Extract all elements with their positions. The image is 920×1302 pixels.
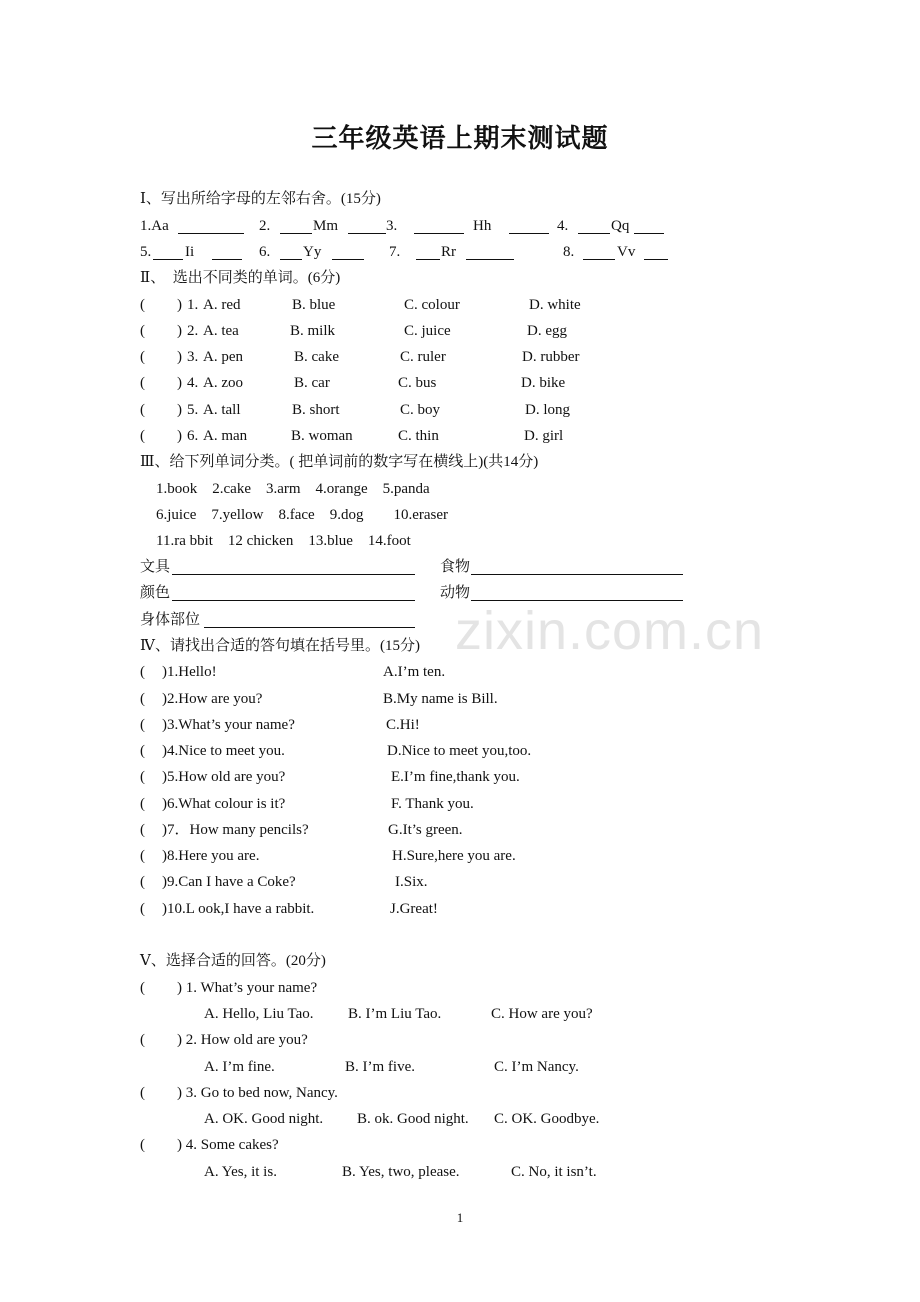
match-question: )7．How many pencils? <box>162 822 309 838</box>
option-a: A. tall <box>203 402 241 418</box>
answer-paren[interactable]: ( <box>140 743 145 759</box>
option-c: C. ruler <box>400 349 446 365</box>
match-question: )3.What’s your name? <box>162 717 295 733</box>
question-number: 5. <box>187 402 199 418</box>
answer-blank[interactable] <box>466 245 514 260</box>
letter-label: Ii <box>185 244 195 260</box>
category-stationery-blank[interactable] <box>172 560 415 575</box>
option-b: B. car <box>294 375 330 391</box>
match-answer: G.It’s green. <box>388 822 463 838</box>
match-answer: B.My name is Bill. <box>383 691 498 707</box>
letter-label: 8. <box>563 244 575 260</box>
open-paren: ( <box>140 297 145 313</box>
open-paren[interactable]: ( <box>140 1032 145 1048</box>
page-title: 三年级英语上期末测试题 <box>311 124 609 153</box>
word-list-line: 1.book 2.cake 3.arm 4.orange 5.panda <box>156 481 430 497</box>
option-d: D. rubber <box>522 349 580 365</box>
match-answer: D.Nice to meet you,too. <box>387 743 532 759</box>
letter-label: Mm <box>313 218 339 234</box>
section1-heading: Ⅰ、写出所给字母的左邻右舍。(15分) <box>140 191 381 207</box>
option-c: C. colour <box>404 297 460 313</box>
option-b: B. ok. Good night. <box>357 1111 469 1127</box>
open-paren: ( <box>140 428 145 444</box>
answer-paren[interactable]: ( <box>140 769 145 785</box>
option-d: D. girl <box>524 428 564 444</box>
answer-blank[interactable] <box>153 245 183 260</box>
answer-blank[interactable] <box>414 219 464 234</box>
match-question: )5.How old are you? <box>162 769 286 785</box>
answer-blank[interactable] <box>178 219 244 234</box>
answer-blank[interactable] <box>416 245 440 260</box>
option-c: C. No, it isn’t. <box>511 1164 597 1180</box>
section5-heading: Ⅴ、选择合适的回答。(20分) <box>140 953 326 969</box>
answer-paren[interactable]: ( <box>140 691 145 707</box>
close-paren[interactable]: ) <box>177 323 182 339</box>
option-c: C. bus <box>398 375 437 391</box>
answer-blank[interactable] <box>583 245 615 260</box>
match-question: )8.Here you are. <box>162 848 260 864</box>
close-paren[interactable]: ) <box>177 402 182 418</box>
open-paren[interactable]: ( <box>140 1085 145 1101</box>
option-a: A. tea <box>203 323 239 339</box>
option-a: A. pen <box>203 349 243 365</box>
match-question: )9.Can I have a Coke? <box>162 874 296 890</box>
option-a: A. OK. Good night. <box>204 1111 324 1127</box>
option-b: B. woman <box>291 428 353 444</box>
match-answer: F. Thank you. <box>391 796 474 812</box>
word-list-line: 6.juice 7.yellow 8.face 9.dog 10.eraser <box>156 507 448 523</box>
answer-blank[interactable] <box>578 219 610 234</box>
close-paren[interactable]: ) <box>177 375 182 391</box>
letter-label: 1.Aa <box>140 218 169 234</box>
category-animal-label: 动物 <box>440 585 471 601</box>
category-food-label: 食物 <box>440 559 471 575</box>
answer-paren[interactable]: ( <box>140 874 145 890</box>
option-d: D. long <box>525 402 570 418</box>
letter-label: 7. <box>389 244 401 260</box>
match-question: )4.Nice to meet you. <box>162 743 285 759</box>
answer-paren[interactable]: ( <box>140 717 145 733</box>
open-paren: ( <box>140 375 145 391</box>
option-d: D. bike <box>521 375 566 391</box>
open-paren: ( <box>140 349 145 365</box>
option-c: C. juice <box>404 323 451 339</box>
option-c: C. OK. Goodbye. <box>494 1111 600 1127</box>
option-a: A. man <box>203 428 248 444</box>
answer-paren[interactable]: ( <box>140 796 145 812</box>
answer-blank[interactable] <box>634 219 664 234</box>
section2-heading: Ⅱ、 选出不同类的单词。(6分) <box>140 270 341 286</box>
section4-heading: Ⅳ、请找出合适的答句填在括号里。(15分) <box>140 638 420 654</box>
answer-blank[interactable] <box>348 219 386 234</box>
option-c: C. boy <box>400 402 441 418</box>
question-number: 1. <box>187 297 199 313</box>
option-b: B. blue <box>292 297 336 313</box>
option-a: A. zoo <box>203 375 243 391</box>
option-c: C. I’m Nancy. <box>494 1059 579 1075</box>
option-b: B. Yes, two, please. <box>342 1164 460 1180</box>
option-b: B. milk <box>290 323 336 339</box>
letter-label: Hh <box>473 218 492 234</box>
close-paren[interactable]: ) <box>177 349 182 365</box>
answer-paren[interactable]: ( <box>140 901 145 917</box>
open-paren: ( <box>140 323 145 339</box>
match-answer: H.Sure,here you are. <box>392 848 516 864</box>
letter-label: Yy <box>303 244 322 260</box>
close-paren[interactable]: ) <box>177 297 182 313</box>
answer-paren[interactable]: ( <box>140 664 145 680</box>
question-text: ) 4. Some cakes? <box>177 1137 279 1153</box>
watermark: zixin.com.cn <box>455 601 765 661</box>
category-colour-label: 颜色 <box>140 585 171 601</box>
match-answer: C.Hi! <box>386 717 420 733</box>
question-text: ) 3. Go to bed now, Nancy. <box>177 1085 338 1101</box>
match-answer: A.I’m ten. <box>383 664 446 680</box>
option-b: B. I’m Liu Tao. <box>348 1006 442 1022</box>
answer-blank[interactable] <box>332 245 364 260</box>
match-question: )6.What colour is it? <box>162 796 286 812</box>
question-number: 4. <box>187 375 199 391</box>
category-colour-blank[interactable] <box>172 586 415 601</box>
match-answer: J.Great! <box>390 901 438 917</box>
question-number: 6. <box>187 428 199 444</box>
letter-label: Qq <box>611 218 630 234</box>
option-b: B. cake <box>294 349 339 365</box>
open-paren[interactable]: ( <box>140 1137 145 1153</box>
option-d: D. egg <box>527 323 567 339</box>
question-number: 2. <box>187 323 199 339</box>
option-a: A. Yes, it is. <box>204 1164 277 1180</box>
match-question: )1.Hello! <box>162 664 217 680</box>
letter-label: 4. <box>557 218 569 234</box>
option-b: B. short <box>292 402 340 418</box>
letter-label: Vv <box>617 244 636 260</box>
answer-paren[interactable]: ( <box>140 822 145 838</box>
option-c: C. How are you? <box>491 1006 593 1022</box>
option-a: A. Hello, Liu Tao. <box>204 1006 314 1022</box>
open-paren: ( <box>140 402 145 418</box>
match-question: )2.How are you? <box>162 691 263 707</box>
match-question: )10.L ook,I have a rabbit. <box>162 901 315 917</box>
category-body-label: 身体部位 <box>140 612 201 628</box>
section3-heading: Ⅲ、给下列单词分类。( 把单词前的数字写在横线上)(共14分) <box>140 454 539 470</box>
option-c: C. thin <box>398 428 439 444</box>
answer-blank[interactable] <box>280 219 312 234</box>
question-text: ) 1. What’s your name? <box>177 980 318 996</box>
letter-label: Rr <box>441 244 456 260</box>
category-animal-blank[interactable] <box>471 586 683 601</box>
answer-blank[interactable] <box>509 219 549 234</box>
letter-label: 5. <box>140 244 152 260</box>
letter-label: 3. <box>386 218 398 234</box>
letter-label: 6. <box>259 244 271 260</box>
question-text: ) 2. How old are you? <box>177 1032 308 1048</box>
category-body-blank[interactable] <box>204 613 415 628</box>
category-food-blank[interactable] <box>471 560 683 575</box>
answer-paren[interactable]: ( <box>140 848 145 864</box>
letter-label: 2. <box>259 218 271 234</box>
page-number: 1 <box>456 1210 464 1225</box>
category-stationery-label: 文具 <box>140 559 171 575</box>
option-d: D. white <box>529 297 581 313</box>
word-list-line: 11.ra bbit 12 chicken 13.blue 14.foot <box>156 533 411 549</box>
match-answer: I.Six. <box>395 874 428 890</box>
answer-blank[interactable] <box>212 245 242 260</box>
option-b: B. I’m five. <box>345 1059 415 1075</box>
answer-blank[interactable] <box>280 245 302 260</box>
answer-blank[interactable] <box>644 245 668 260</box>
open-paren[interactable]: ( <box>140 980 145 996</box>
close-paren[interactable]: ) <box>177 428 182 444</box>
match-answer: E.I’m fine,thank you. <box>391 769 520 785</box>
option-a: A. I’m fine. <box>204 1059 275 1075</box>
option-a: A. red <box>203 297 241 313</box>
question-number: 3. <box>187 349 199 365</box>
